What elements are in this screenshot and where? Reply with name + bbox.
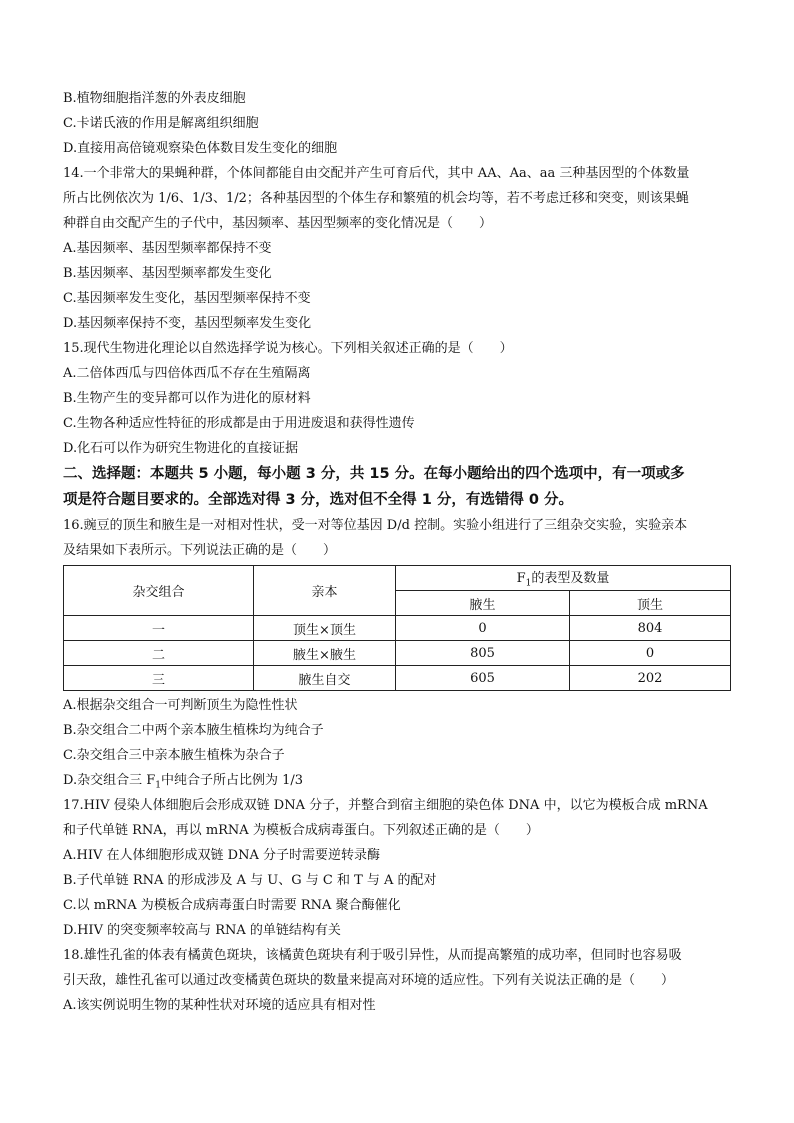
row1-combo: 一 (64, 616, 254, 641)
row3-parent: 腋生自交 (254, 666, 396, 691)
header-cross-combination: 杂交组合 (64, 566, 254, 616)
q18-stem-line-2: 引天敌，雄性孔雀可以通过改变橘黄色斑块的数量来提高对环境的适应性。下列有关说法正确的是（ ） (63, 973, 675, 988)
q16-option-a: A.根据杂交组合一可判断顶生为隐性性状 (63, 698, 298, 713)
header-terminal: 顶生 (570, 591, 731, 616)
q13-option-d: D.直接用高倍镜观察染色体数目发生变化的细胞 (63, 141, 338, 156)
q14-option-d: D.基因频率保持不变，基因型频率发生变化 (63, 316, 312, 331)
q16-stem-line-2: 及结果如下表所示。下列说法正确的是（ ） (63, 543, 337, 558)
q13-option-c: C.卡诺氏液的作用是解离组织细胞 (63, 116, 259, 131)
q16-option-d-suffix: 中纯合子所占比例为 1/3 (160, 773, 304, 788)
row3-terminal: 202 (570, 666, 731, 691)
q14-stem-line-2: 所占比例依次为 1/6、1/3、1/2；各种基因型的个体生存和繁殖的机会均等，若不考虑迁移和突变，则该果蝇 (63, 191, 689, 206)
q16-stem-line-1: 16.豌豆的顶生和腋生是一对相对性状，受一对等位基因 D/d 控制。实验小组进行了三组杂交实验，实验亲本 (63, 518, 688, 533)
q16-cross-table (63, 565, 731, 691)
q17-option-c: C.以 mRNA 为模板合成病毒蛋白时需要 RNA 聚合酶催化 (63, 898, 401, 913)
row1-terminal: 804 (570, 616, 731, 641)
row3-combo: 三 (64, 666, 254, 691)
header-f1-prefix: F (516, 571, 526, 587)
header-f1-phenotype (396, 566, 731, 591)
q17-option-a: A.HIV 在人体细胞形成双链 DNA 分子时需要逆转录酶 (63, 848, 380, 863)
q14-option-b: B.基因频率、基因型频率都发生变化 (63, 266, 272, 281)
q15-option-d: D.化石可以作为研究生物进化的直接证据 (63, 441, 299, 456)
q18-option-a: A.该实例说明生物的某种性状对环境的适应具有相对性 (63, 998, 376, 1013)
q17-stem-line-1: 17.HIV 侵染人体细胞后会形成双链 DNA 分子，并整合到宿主细胞的染色体 DNA 中，以它为模板合成 mRNA (63, 798, 708, 813)
q18-stem-line-1: 18.雄性孔雀的体表有橘黄色斑块，该橘黄色斑块有利于吸引异性，从而提高繁殖的成功率，但同时也容易吸 (63, 948, 682, 963)
q15-option-c: C.生物各种适应性特征的形成都是由于用进废退和获得性遗传 (63, 416, 415, 431)
header-f1-suffix: 的表型及数量 (531, 571, 610, 587)
q14-option-c: C.基因频率发生变化，基因型频率保持不变 (63, 291, 311, 306)
exam-page (63, 86, 733, 1018)
table-row (64, 641, 731, 666)
row1-parent: 顶生×顶生 (254, 616, 396, 641)
header-f1-subscript: 1 (525, 578, 532, 589)
table-row (64, 666, 731, 691)
q15-stem: 15.现代生物进化理论以自然选择学说为核心。下列相关叙述正确的是（ ） (63, 341, 513, 356)
q15-option-b: B.生物产生的变异都可以作为进化的原材料 (63, 391, 311, 406)
q17-option-d: D.HIV 的突变频率较高与 RNA 的单链结构有关 (63, 923, 341, 938)
row1-axillary: 0 (396, 616, 570, 641)
q14-stem-line-1: 14.一个非常大的果蝇种群，个体间都能自由交配并产生可育后代，其中 AA、Aa、aa 三种基因型的个体数量 (63, 166, 690, 181)
q17-option-b: B.子代单链 RNA 的形成涉及 A 与 U、G 与 C 和 T 与 A 的配对 (63, 873, 437, 888)
header-parents: 亲本 (254, 566, 396, 616)
q15-option-a: A.二倍体西瓜与四倍体西瓜不存在生殖隔离 (63, 366, 311, 381)
q14-stem-line-3: 种群自由交配产生的子代中，基因频率、基因型频率的变化情况是（ ） (63, 216, 493, 231)
q16-option-d-prefix: D.杂交组合三 F (63, 773, 156, 788)
q16-option-c: C.杂交组合三中亲本腋生植株为杂合子 (63, 748, 285, 763)
row2-axillary: 805 (396, 641, 570, 666)
q16-option-b: B.杂交组合二中两个亲本腋生植株均为纯合子 (63, 723, 324, 738)
q13-option-b: B.植物细胞指洋葱的外表皮细胞 (63, 91, 246, 106)
section-2-heading-line-2: 项是符合题目要求的。全部选对得 3 分，选对但不全得 1 分，有选错得 0 分。 (63, 492, 574, 508)
section-2-heading-line-1: 二、选择题：本题共 5 小题，每小题 3 分，共 15 分。在每小题给出的四个选项中，有一项或多 (63, 466, 685, 482)
q16-option-d-subscript: 1 (155, 780, 161, 791)
q14-option-a: A.基因频率、基因型频率都保持不变 (63, 241, 272, 256)
table-row (64, 616, 731, 641)
row2-terminal: 0 (570, 641, 731, 666)
q16-option-d (63, 768, 733, 793)
row2-parent: 腋生×腋生 (254, 641, 396, 666)
row2-combo: 二 (64, 641, 254, 666)
header-axillary: 腋生 (396, 591, 570, 616)
row3-axillary: 605 (396, 666, 570, 691)
q17-stem-line-2: 和子代单链 RNA，再以 mRNA 为模板合成病毒蛋白。下列叙述正确的是（ ） (63, 823, 539, 838)
